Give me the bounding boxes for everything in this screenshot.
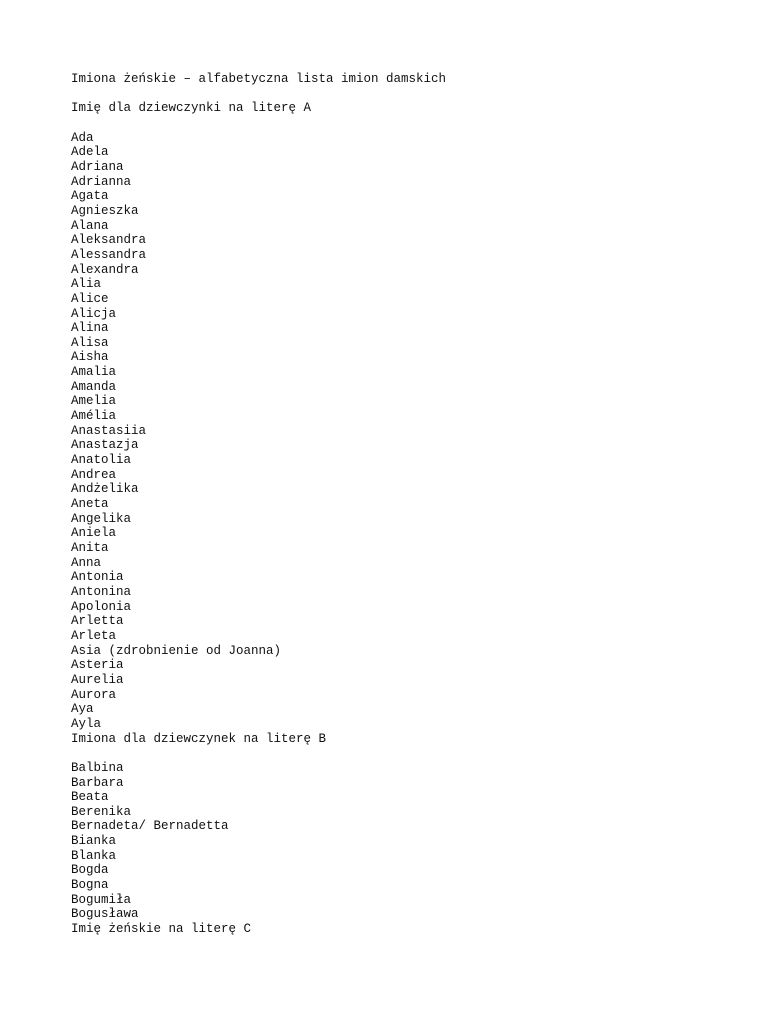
name-item: Anastasiia <box>71 423 147 438</box>
name-item: Anastazja <box>71 438 139 453</box>
name-item: Aya <box>71 702 94 717</box>
name-item: Berenika <box>71 804 132 819</box>
name-item: Bogda <box>71 863 109 878</box>
name-item: Aleksandra <box>71 233 147 248</box>
name-list-b <box>71 761 751 922</box>
name-item: Aisha <box>71 350 109 365</box>
name-item: Alina <box>71 321 109 336</box>
name-item: Antonia <box>71 570 124 585</box>
name-item: Bernadeta/ Bernadetta <box>71 819 229 834</box>
name-item: Adriana <box>71 159 124 174</box>
name-list-a <box>71 131 751 732</box>
name-item: Angelika <box>71 511 132 526</box>
name-item: Alia <box>71 277 102 292</box>
name-item: Alexandra <box>71 262 139 277</box>
name-item: Amélia <box>71 409 117 424</box>
name-item: Aurora <box>71 687 117 702</box>
name-item: Aurelia <box>71 672 124 687</box>
name-item: Barbara <box>71 775 124 790</box>
name-item: Andrea <box>71 467 117 482</box>
name-item: Balbina <box>71 760 124 775</box>
name-item: Alisa <box>71 335 109 350</box>
name-item: Bogusława <box>71 907 139 922</box>
name-item: Agnieszka <box>71 203 139 218</box>
section-heading-a: Imię dla dziewczynki na literę A <box>71 101 312 116</box>
name-item: Anita <box>71 541 109 555</box>
name-item: Adrianna <box>71 174 132 189</box>
name-item: Asia (zdrobnienie od Joanna) <box>71 643 282 658</box>
blank-line <box>71 746 751 761</box>
blank-line <box>71 116 751 131</box>
name-item: Blanka <box>71 848 117 863</box>
name-item: Amelia <box>71 394 117 409</box>
name-item: Alice <box>71 291 109 306</box>
name-item: Aniela <box>71 526 117 541</box>
section-heading-b: Imiona dla dziewczynek na literę B <box>71 731 327 746</box>
name-item: Antonina <box>71 584 132 599</box>
name-item: Alana <box>71 218 109 233</box>
document-title: Imiona żeńskie – alfabetyczna lista imion damskich <box>71 72 447 86</box>
name-item: Anatolia <box>71 453 132 468</box>
name-item: Adela <box>71 145 109 160</box>
name-item: Bianka <box>71 834 117 849</box>
section-heading-c: Imię żeńskie na literę C <box>71 922 252 937</box>
name-item: Asteria <box>71 658 124 673</box>
name-item: Agata <box>71 189 109 204</box>
document-page <box>71 72 751 937</box>
name-item: Beata <box>71 790 109 805</box>
blank-line <box>71 87 751 102</box>
name-item: Aneta <box>71 497 109 512</box>
name-item: Bogumiła <box>71 892 132 907</box>
name-item: Bogna <box>71 878 109 893</box>
name-item: Alessandra <box>71 247 147 262</box>
name-item: Alicja <box>71 306 117 321</box>
name-item: Amanda <box>71 379 117 394</box>
name-item: Ayla <box>71 716 102 731</box>
name-item: Amalia <box>71 365 117 380</box>
name-item: Arleta <box>71 628 117 643</box>
name-item: Apolonia <box>71 599 132 614</box>
name-item: Anna <box>71 555 102 570</box>
name-item: Ada <box>71 130 94 145</box>
name-item: Andżelika <box>71 482 139 497</box>
name-item: Arletta <box>71 614 124 629</box>
